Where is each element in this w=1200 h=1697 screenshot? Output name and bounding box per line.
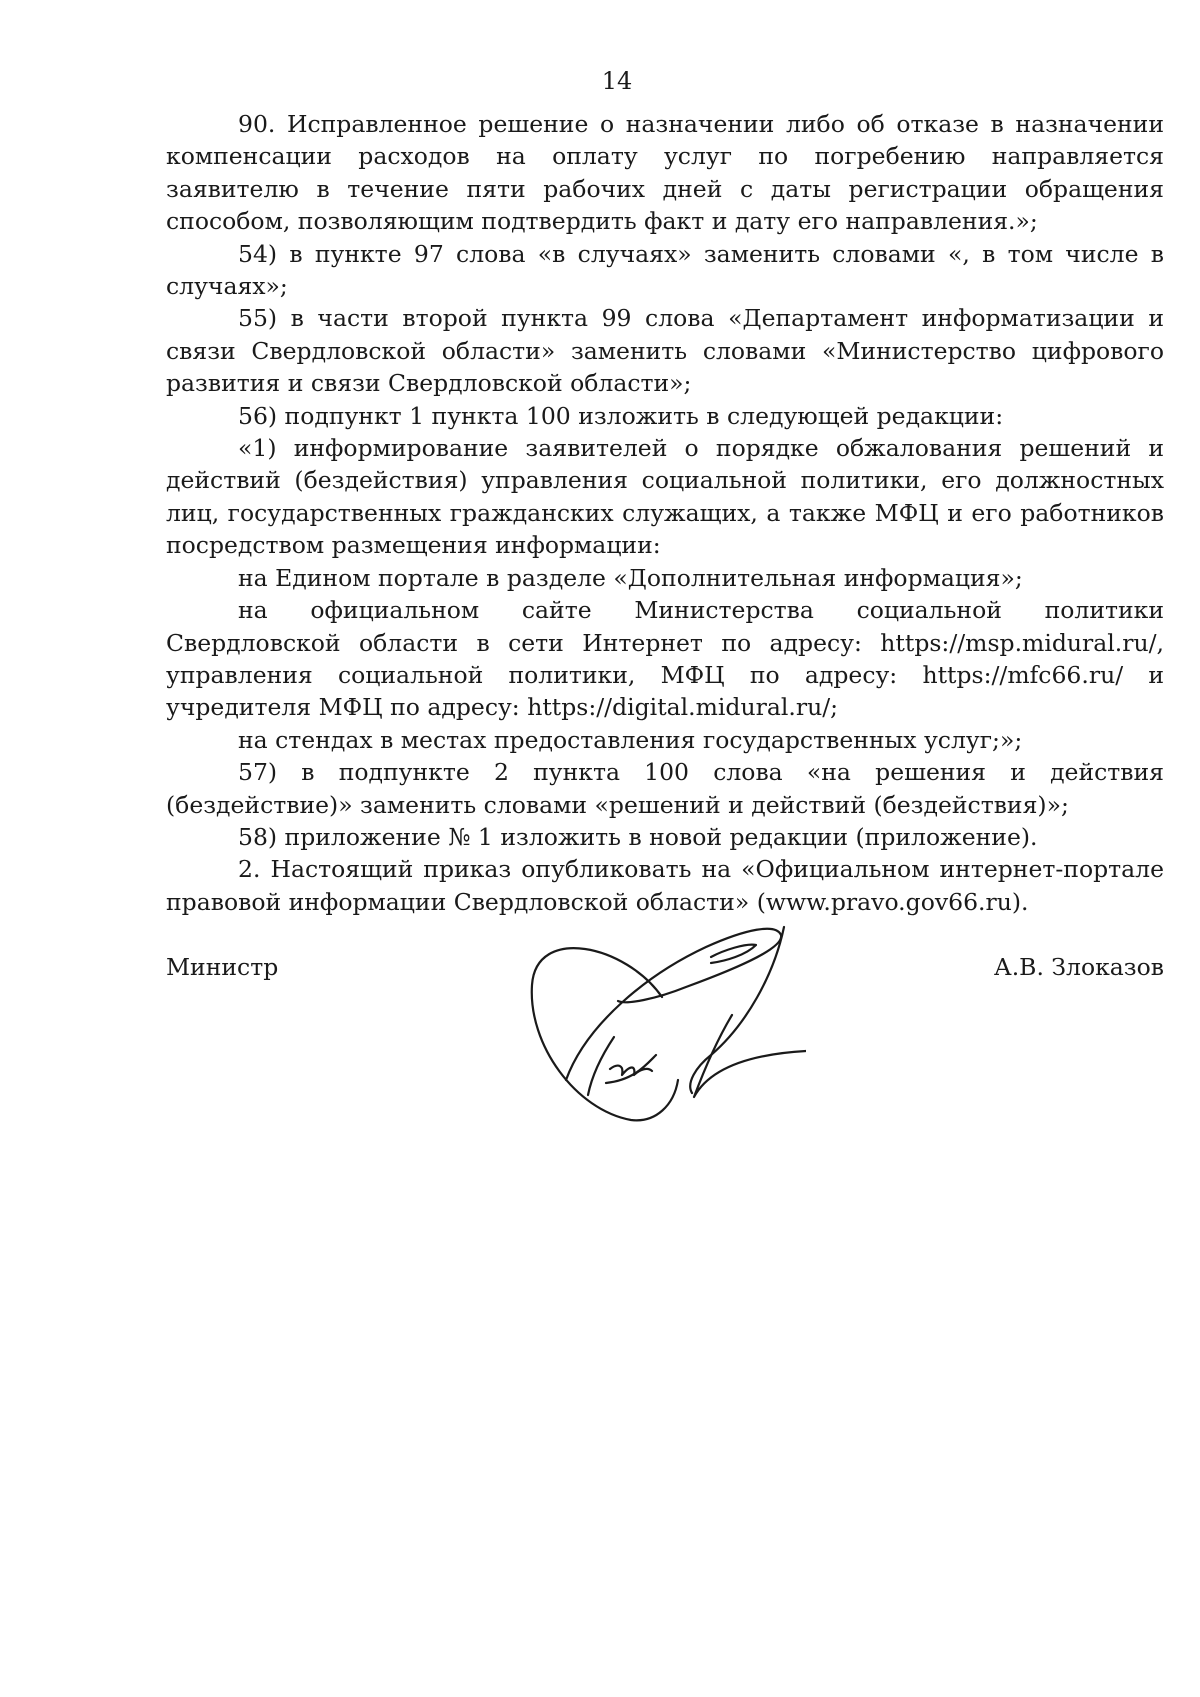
- signatory-position: Министр: [166, 953, 279, 981]
- signatory-name: А.В. Злоказов: [993, 953, 1164, 981]
- paragraph-item-55: 55) в части второй пункта 99 слова «Департамент информатизации и связи Свердловской области» заменить словами «Министерство цифрового развития и связи Свердловской области»;: [166, 304, 1164, 398]
- page-number: 14: [601, 67, 633, 95]
- paragraph-official-site: на официальном сайте Министерства социальной политики Свердловской области в сети Интернет по адресу: https://msp.midural.ru/, управления социальной политики, МФЦ по адресу: https://mfc66.ru/ и учредителя МФЦ по адресу: https://digital.midural.ru/;: [166, 596, 1164, 722]
- paragraph-unified-portal: на Едином портале в разделе «Дополнительная информация»;: [238, 563, 1023, 592]
- paragraph-subitem-1: «1) информирование заявителей о порядке обжалования решений и действий (бездействия) управления социальной политики, его должностных лиц, государственных гражданских служащих, а также МФЦ и его работников посредством размещения информации:: [166, 434, 1164, 560]
- handwritten-signature: [506, 905, 806, 1125]
- paragraph-stands: на стендах в местах предоставления государственных услуг;»;: [238, 725, 1023, 754]
- paragraph-item-54: 54) в пункте 97 слова «в случаях» заменить словами «, в том числе в случаях»;: [166, 239, 1164, 301]
- document-body: [166, 108, 1164, 918]
- paragraph-item-90: 90. Исправленное решение о назначении либо об отказе в назначении компенсации расходов на оплату услуг по погребению направляется заявителю в течение пяти рабочих дней с даты регистрации обращения способом, позволяющим подтвердить факт и дату его направления.»;: [166, 110, 1164, 236]
- signature-block: [166, 905, 1164, 1125]
- paragraph-item-56: 56) подпункт 1 пункта 100 изложить в следующей редакции:: [238, 401, 1004, 430]
- paragraph-item-57: 57) в подпункте 2 пункта 100 слова «на решения и действия (бездействие)» заменить словами «решений и действий (бездействия)»;: [166, 758, 1164, 819]
- paragraph-publish: 2. Настоящий приказ опубликовать на «Официальном интернет-портале правовой информации Свердловской области» (www.pravo.gov66.ru).: [166, 855, 1164, 916]
- paragraph-item-58: 58) приложение № 1 изложить в новой редакции (приложение).: [238, 822, 1038, 851]
